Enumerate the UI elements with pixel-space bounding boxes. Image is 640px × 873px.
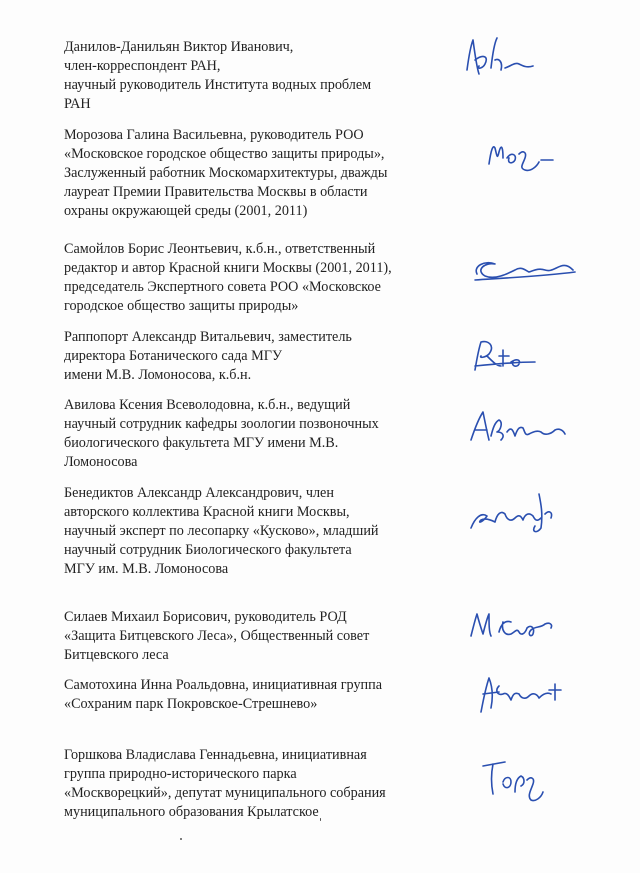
signatory-text: Авилова Ксения Всеволодовна, к.б.н., ведущий научный сотрудник кафедры зоологии позвоночных биологического факультета МГУ имени М.В. Ломоносова — [64, 397, 379, 470]
signatory-entry — [64, 38, 444, 114]
signatory-entry — [64, 240, 444, 316]
handwritten-signature — [455, 30, 595, 90]
signatory-entry — [64, 126, 444, 221]
handwritten-signature — [455, 484, 595, 544]
handwritten-signature — [455, 598, 595, 658]
signatory-entry — [64, 746, 444, 822]
signatory-entry — [64, 676, 444, 714]
handwritten-signature — [455, 240, 595, 300]
handwritten-signature — [455, 326, 595, 386]
handwritten-signature — [455, 664, 595, 724]
signatory-text: Бенедиктов Александр Александрович, член авторского коллектива Красной книги Москвы, научный эксперт по лесопарку «Кусково», младший научный сотрудник Биологического факультета МГУ им. М.В. Ломоносова — [64, 485, 379, 577]
signatory-text: Самойлов Борис Леонтьевич, к.б.н., ответственный редактор и автор Красной книги Москвы (2001, 2011), председатель Экспертного совета РОО «Московское городское общество защиты природы» — [64, 241, 392, 314]
handwritten-signature — [455, 400, 595, 460]
signatory-entry — [64, 484, 444, 579]
signatory-text: Силаев Михаил Борисович, руководитель РОД «Защита Битцевского Леса», Общественный совет Битцевского леса — [64, 609, 370, 663]
signatory-text: Данилов-Данильян Виктор Иванович, член-корреспондент РАН, научный руководитель Института водных проблем РАН — [64, 39, 372, 112]
signatory-text: Самотохина Инна Роальдовна, инициативная группа «Сохраним парк Покровское-Стрешнево» — [64, 677, 383, 712]
scan-speck — [320, 818, 321, 821]
signatory-text: Раппопорт Александр Витальевич, заместитель директора Ботанического сада МГУ имени М.В. Ломоносова, к.б.н. — [64, 329, 352, 383]
scan-speck — [180, 838, 182, 840]
handwritten-signature — [455, 748, 595, 808]
signatory-entry — [64, 608, 444, 665]
handwritten-signature — [455, 130, 595, 190]
signatory-entry — [64, 328, 444, 385]
signatory-entry — [64, 396, 444, 472]
signatory-text: Горшкова Владислава Геннадьевна, инициативная группа природно-исторического парка «Москворецкий», депутат муниципального собрания муниципального образования Крылатское — [64, 747, 386, 820]
signatory-text: Морозова Галина Васильевна, руководитель РОО «Московское городское общество защиты природы», Заслуженный работник Москомархитектуры, дважды лауреат Премии Правительства Москвы в области охраны окружающей среды (2001, 2011) — [64, 127, 388, 219]
